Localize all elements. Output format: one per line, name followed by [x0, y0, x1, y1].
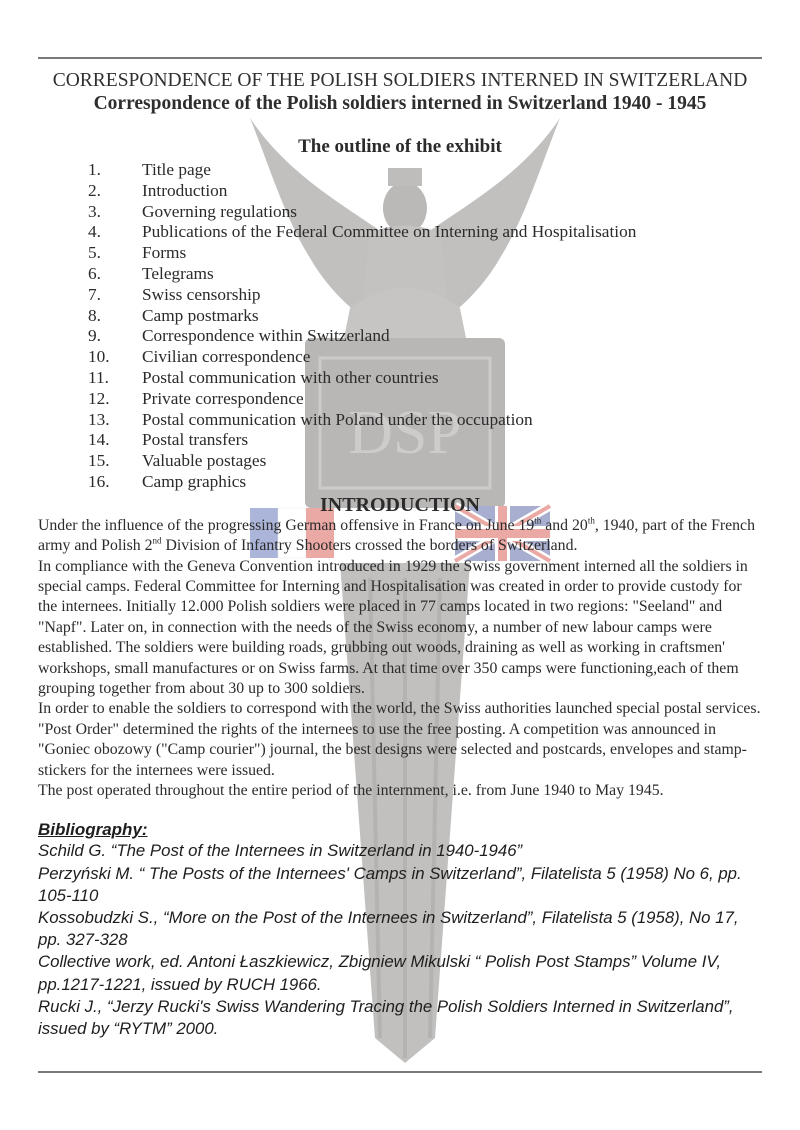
- outline-item: 11. Postal communication with other countries: [88, 367, 439, 387]
- bibliography-entry: Rucki J., “Jerzy Rucki's Swiss Wandering Tracing the Polish Soldiers Interned in Switzerland”, issued by “RYTM” 2000.: [38, 996, 734, 1039]
- bibliography: [38, 820, 762, 1040]
- document-content: [38, 70, 762, 1040]
- document-title: CORRESPONDENCE OF THE POLISH SOLDIERS INTERNED IN SWITZERLAND: [52, 70, 748, 91]
- bibliography-entry: Schild G. “The Post of the Internees in Switzerland in 1940-1946”: [38, 841, 523, 861]
- outline-item: 5. Forms: [88, 243, 187, 263]
- bibliography-entry: Collective work, ed. Antoni Łaszkiewicz, Zbigniew Mikulski “ Polish Post Stamps” Volume IV, pp.1217-1221, issued by RUCH 1966.: [38, 952, 721, 994]
- introduction-heading: INTRODUCTION: [319, 493, 481, 516]
- intro-paragraph-4: The post operated throughout the entire period of the internment, i.e. from June 1940 to May 1945.: [38, 782, 664, 800]
- outline-item: 1. Title page: [88, 160, 211, 179]
- outline-heading: The outline of the exhibit: [298, 136, 502, 157]
- outline-item: 9. Correspondence within Switzerland: [88, 326, 390, 346]
- bibliography-entry: Kossobudzki S., “More on the Post of the Internees in Switzerland”, Filatelista 5 (1958), No 17, pp. 327-328: [38, 908, 739, 950]
- outline-item: 13. Postal communication with Poland under the occupation: [88, 409, 533, 429]
- introduction-body: [38, 516, 762, 802]
- outline-item: 12. Private correspondence: [88, 388, 304, 408]
- outline-item: 10. Civilian correspondence: [88, 347, 311, 367]
- outline-item: 16. Camp graphics: [88, 471, 247, 491]
- outline-item: 2. Introduction: [88, 180, 228, 200]
- outline-item: 6. Telegrams: [88, 263, 214, 283]
- outline-item: 7. Swiss censorship: [88, 284, 261, 304]
- intro-paragraph-2: In compliance with the Geneva Convention introduced in 1929 the Swiss government interned all the soldiers in special camps. Federal Committee for Interning and Hospitalisation was created in order to provide custody for the internees. Initially 12.000 Polish soldiers were placed in 77 camps located in two regions: "Seeland" and "Napf". Later on, in connection with the needs of the Swiss economy, a number of new labour camps were established. The soldiers were building roads, grubbing out woods, draining as well as working in craftsmen' workshops, small manufactures or on Swiss farms. At that time over 350 camps were functioning,each of them grouping together from about 30 up to 300 soldiers.: [38, 557, 748, 697]
- outline-item: 4. Publications of the Federal Committee on Interning and Hospitalisation: [88, 222, 637, 242]
- dsp-monogram: DSP: [348, 399, 462, 467]
- intro-paragraph-1: Under the influence of the progressing German offensive in France on June 19th and 20th, 1940, part of the French army and Polish 2nd Division of Infantry Shooters crossed the borders of Switzerland.: [38, 515, 755, 555]
- outline-item: 3. Governing regulations: [88, 201, 298, 221]
- outline-list: [38, 160, 762, 493]
- outline-item: 15. Valuable postages: [88, 451, 267, 471]
- bibliography-heading: Bibliography:: [38, 820, 148, 840]
- intro-paragraph-3: In order to enable the soldiers to correspond with the world, the Swiss authorities launched special postal services. "Post Order" determined the rights of the internees to use the free posting. A competition was announced in "Goniec obozowy ("Camp courier") journal, the best designs were selected and postcards, envelopes and stamp-stickers for the internees were issued.: [38, 700, 761, 779]
- bottom-rule: [38, 1071, 762, 1073]
- outline-item: 14. Postal transfers: [88, 430, 249, 450]
- outline-item: 8. Camp postmarks: [88, 305, 259, 325]
- bibliography-entry: Perzyński M. “ The Posts of the Internees' Camps in Switzerland”, Filatelista 5 (1958) No 6, pp. 105-110: [38, 863, 742, 905]
- document-subtitle: Correspondence of the Polish soldiers interned in Switzerland 1940 - 1945: [93, 93, 707, 114]
